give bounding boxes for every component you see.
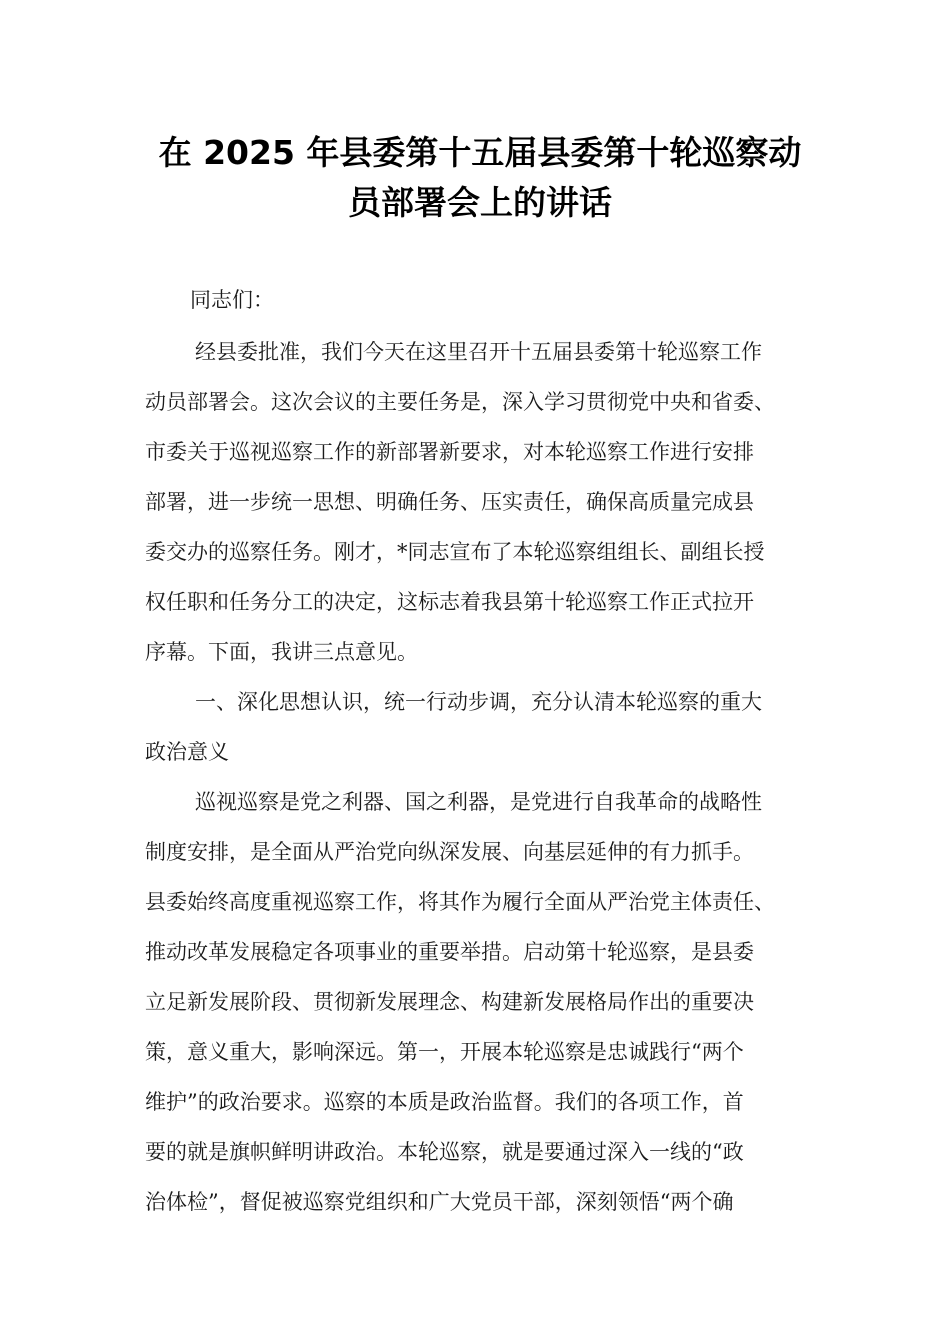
title-line-1: 在 2025 年县委第十五届县委第十轮巡察动 xyxy=(158,133,802,172)
section-heading-line: 政治意义 xyxy=(145,740,229,764)
paragraph-line: 市委关于巡视巡察工作的新部署新要求，对本轮巡察工作进行安排 xyxy=(145,440,754,464)
paragraph-line: 权任职和任务分工的决定，这标志着我县第十轮巡察工作正式拉开 xyxy=(145,590,754,614)
section-heading-line: 一、深化思想认识，统一行动步调，充分认清本轮巡察的重大 xyxy=(195,690,762,714)
document-title xyxy=(140,128,820,228)
paragraph-line: 委交办的巡察任务。刚才，*同志宣布了本轮巡察组组长、副组长授 xyxy=(145,540,765,564)
paragraph-line: 治体检”，督促被巡察党组织和广大党员干部，深刻领悟“两个确 xyxy=(145,1190,734,1214)
paragraph-line: 维护”的政治要求。巡察的本质是政治监督。我们的各项工作，首 xyxy=(145,1090,744,1114)
paragraph-line: 制度安排，是全面从严治党向纵深发展、向基层延伸的有力抓手。 xyxy=(145,840,754,864)
paragraph-line: 巡视巡察是党之利器、国之利器，是党进行自我革命的战略性 xyxy=(195,790,762,814)
paragraph-line: 动员部署会。这次会议的主要任务是，深入学习贯彻党中央和省委、 xyxy=(145,390,775,414)
paragraph-line: 县委始终高度重视巡察工作，将其作为履行全面从严治党主体责任、 xyxy=(145,890,775,914)
paragraph-line: 推动改革发展稳定各项事业的重要举措。启动第十轮巡察，是县委 xyxy=(145,940,754,964)
paragraph-line: 部署，进一步统一思想、明确任务、压实责任，确保高质量完成县 xyxy=(145,490,754,514)
paragraph-line: 序幕。下面，我讲三点意见。 xyxy=(145,640,418,664)
title-line-2: 员部署会上的讲话 xyxy=(348,183,612,222)
salutation: 同志们： xyxy=(190,288,274,312)
paragraph-line: 立足新发展阶段、贯彻新发展理念、构建新发展格局作出的重要决 xyxy=(145,990,754,1014)
paragraph-line: 要的就是旗帜鲜明讲政治。本轮巡察，就是要通过深入一线的“政 xyxy=(145,1140,744,1164)
paragraph-line: 策，意义重大，影响深远。第一，开展本轮巡察是忠诚践行“两个 xyxy=(145,1040,744,1064)
paragraph-line: 经县委批准，我们今天在这里召开十五届县委第十轮巡察工作 xyxy=(195,340,762,364)
